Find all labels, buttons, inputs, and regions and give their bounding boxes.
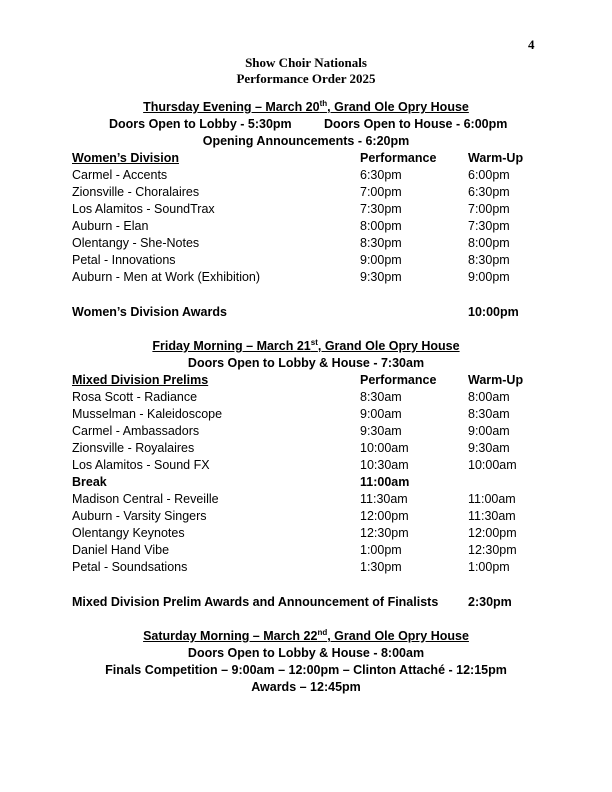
schedule-row-perf: 8:30pm [360,236,402,250]
schedule-row-warm: 9:30am [468,441,510,455]
performance-header: Performance [360,151,437,165]
document-title: Show Choir Nationals [245,55,367,70]
schedule-row-perf: 1:00pm [360,543,402,557]
schedule-row-warm: 7:00pm [468,202,510,216]
womens-division-header: Women’s Division [72,151,179,165]
mixed-awards-label: Mixed Division Prelim Awards and Announcement of Finalists [72,595,439,609]
schedule-row-name: Musselman - Kaleidoscope [72,407,223,421]
mixed-awards-time: 2:30pm [468,595,512,609]
mixed-division-header: Mixed Division Prelims [72,373,209,387]
schedule-row-name: Los Alamitos - Sound FX [72,458,210,472]
friday-heading: Friday Morning – March 21st, Grand Ole Opry House [152,337,460,353]
schedule-row-perf: 7:30pm [360,202,402,216]
schedule-row-warm: 6:30pm [468,185,510,199]
schedule-row-perf: 9:30pm [360,270,402,284]
thursday-doors-lobby: Doors Open to Lobby - 5:30pm [109,117,292,131]
schedule-row-perf: 9:00am [360,407,402,421]
saturday-heading: Saturday Morning – March 22nd, Grand Ole Opry House [143,627,469,643]
friday-doors: Doors Open to Lobby & House - 7:30am [187,356,425,370]
schedule-row-perf: 10:30am [360,458,409,472]
schedule-row-name: Los Alamitos - SoundTrax [72,202,215,216]
schedule-row-warm: 12:30pm [468,543,517,557]
schedule-row-name: Daniel Hand Vibe [72,543,170,557]
schedule-row-perf: 8:00pm [360,219,402,233]
schedule-row-perf: 12:00pm [360,509,409,523]
schedule-row-name: Petal - Soundsations [72,560,188,574]
schedule-row-perf: 8:30am [360,390,402,404]
schedule-row-name: Rosa Scott - Radiance [72,390,198,404]
schedule-row-warm: 12:00pm [468,526,517,540]
schedule-row-name: Zionsville - Choralaires [72,185,200,199]
schedule-row-warm: 7:30pm [468,219,510,233]
womens-awards-time: 10:00pm [468,305,519,319]
schedule-row-name: Break [72,475,107,489]
schedule-row-name: Petal - Innovations [72,253,176,267]
schedule-row-warm: 8:30am [468,407,510,421]
warmup-header: Warm-Up [468,373,524,387]
thursday-opening-announcements: Opening Announcements - 6:20pm [202,134,410,148]
saturday-doors: Doors Open to Lobby & House - 8:00am [187,646,425,660]
schedule-row-warm: 8:30pm [468,253,510,267]
schedule-row-name: Madison Central - Reveille [72,492,219,506]
thursday-doors-house: Doors Open to House - 6:00pm [324,117,508,131]
schedule-row-name: Auburn - Varsity Singers [72,509,207,523]
schedule-row-perf: 9:00pm [360,253,402,267]
schedule-row-name: Zionsville - Royalaires [72,441,195,455]
saturday-awards: Awards – 12:45pm [251,680,361,694]
schedule-row-perf: 11:30am [360,492,408,506]
schedule-row-perf: 12:30pm [360,526,409,540]
schedule-row-warm: 8:00am [468,390,510,404]
performance-header: Performance [360,373,437,387]
document-subtitle: Performance Order 2025 [236,71,376,86]
warmup-header: Warm-Up [468,151,524,165]
page-number: 4 [528,37,535,52]
schedule-row-warm: 1:00pm [468,560,510,574]
schedule-row-perf: 6:30pm [360,168,402,182]
schedule-row-warm: 10:00am [468,458,517,472]
schedule-row-name: Carmel - Accents [72,168,168,182]
schedule-row-perf: 9:30am [360,424,402,438]
schedule-row-perf: 10:00am [360,441,409,455]
thursday-heading: Thursday Evening – March 20th, Grand Ole Opry House [143,98,469,114]
schedule-row-warm: 6:00pm [468,168,510,182]
womens-awards-label: Women’s Division Awards [72,305,227,319]
schedule-row-name: Olentangy Keynotes [72,526,185,540]
schedule-row-name: Auburn - Elan [72,219,149,233]
schedule-row-warm: 11:00am [468,492,516,506]
schedule-row-warm: 9:00pm [468,270,510,284]
schedule-row-name: Olentangy - She-Notes [72,236,200,250]
schedule-row-name: Carmel - Ambassadors [72,424,200,438]
schedule-row-warm: 11:30am [468,509,516,523]
schedule-row-name: Auburn - Men at Work (Exhibition) [72,270,261,284]
schedule-row-warm: 8:00pm [468,236,510,250]
schedule-row-perf: 1:30pm [360,560,402,574]
saturday-finals: Finals Competition – 9:00am – 12:00pm – Clinton Attaché - 12:15pm [105,663,507,677]
schedule-row-warm: 9:00am [468,424,510,438]
schedule-row-perf: 11:00am [360,475,410,489]
schedule-row-perf: 7:00pm [360,185,402,199]
